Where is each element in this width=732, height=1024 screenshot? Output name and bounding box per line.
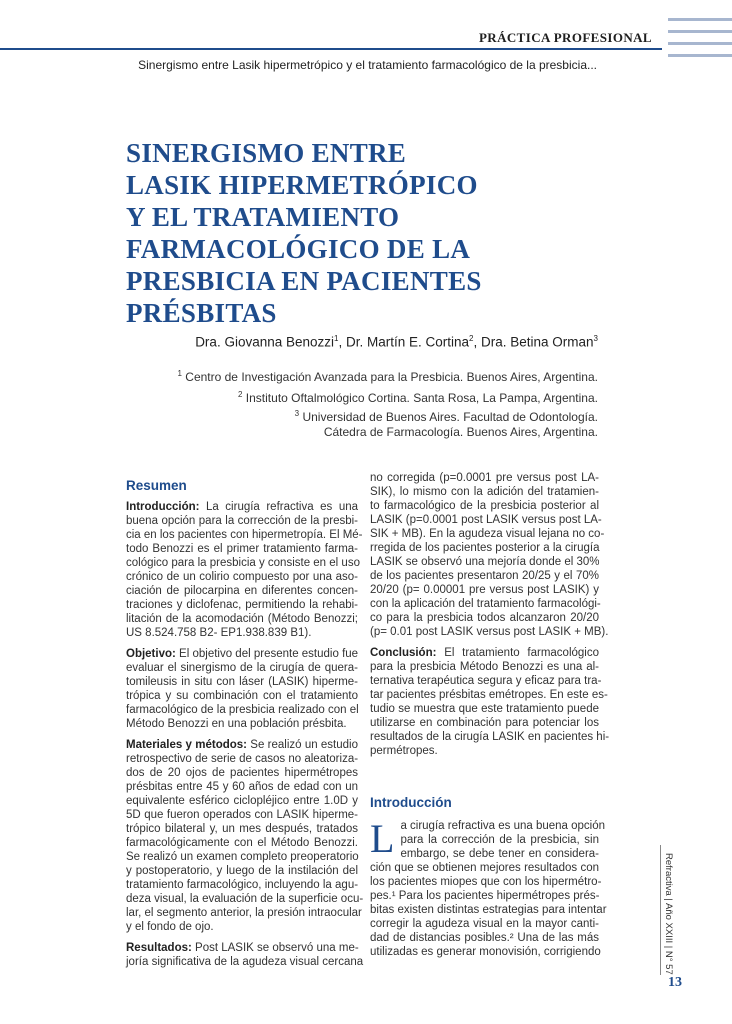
title-line: PRESBICIA EN PACIENTES <box>126 266 482 296</box>
text-line: ternativa terapéutica segura y eficaz para tra- <box>370 675 602 687</box>
text-line: y postoperatorio, y luego de la instilación del <box>126 865 358 877</box>
header-stripe <box>668 54 732 57</box>
text-line: pes.¹ Para los pacientes hipermétropes prés- <box>370 890 600 902</box>
abstract-right-column <box>370 471 610 765</box>
text-line: rregida de los pacientes posterior a la cirugía <box>370 542 600 554</box>
author-name: Dr. Martín E. Cortina <box>345 334 470 350</box>
affiliation-text: Cátedra de Farmacología. Buenos Aires, Argentina. <box>323 425 598 439</box>
text-line: crónico de un colirio compuesto por una aso- <box>126 571 358 583</box>
text-line: utilizadas es generar monovisión, corrigiendo <box>370 946 601 958</box>
text-line: buena opción para la corrección de la presbi- <box>126 515 358 527</box>
text-line: tratamiento farmacológico, incluyendo la agu- <box>126 879 359 891</box>
affiliation <box>100 406 598 440</box>
text-line: litación de la acomodación (Método Benozzi; <box>126 613 358 625</box>
affiliation-sup: 3 <box>294 409 300 418</box>
title-line: Y EL TRATAMIENTO <box>126 202 400 232</box>
journal-issue-label: Refractiva | Año XXIII | N° 57 <box>663 853 674 975</box>
affiliation <box>100 387 598 406</box>
text-line: de los pacientes presentaron 20/25 y el 70% <box>370 570 599 582</box>
text-line: to farmacológico de la presbicia posterior al <box>370 500 599 512</box>
text-line: evaluar el sinergismo de la cirugía de quera- <box>126 662 358 674</box>
text-line: ción que se obtienen mejores resultados con <box>370 862 599 874</box>
header-stripe <box>668 42 732 45</box>
abstract-objetivo <box>126 647 358 731</box>
page-number: 13 <box>668 975 682 990</box>
header-stripe <box>668 30 732 33</box>
section-label: PRÁCTICA PROFESIONAL <box>478 30 652 45</box>
text-line: deza visual, la evaluación de la superficie ocu- <box>126 893 364 905</box>
text-line: para la presbicia Método Benozzi es una al- <box>370 661 599 673</box>
drop-cap: L <box>370 816 395 861</box>
title-line: PRÉSBITAS <box>126 298 277 328</box>
paragraph-label: Introducción: <box>126 501 200 513</box>
text-line: trópica y su combinación con el tratamiento <box>126 690 358 702</box>
article-title <box>126 137 646 329</box>
text-line: farmacológico de la presbicia realizado con el <box>126 704 359 716</box>
text-line: equivalente esférico ciclopléjico entre 1.0D y <box>126 795 358 807</box>
text-line: los pacientes miopes que con los hipermétro- <box>370 876 602 888</box>
text-line: Se realizó un estudio <box>250 739 358 751</box>
author-name: Dra. Giovanna Benozzi <box>195 334 335 350</box>
text-line: 5D que fueron operados con LASIK hiperme- <box>126 809 358 821</box>
abstract-introduccion <box>126 500 363 640</box>
text-line: SIK + MB). En la agudeza visual lejana no co- <box>370 528 605 540</box>
author-sup: 2 <box>469 334 474 343</box>
text-line: a cirugía refractiva es una buena opción <box>400 820 606 832</box>
title-line: SINERGISMO ENTRE <box>126 138 407 168</box>
title-line: LASIK HIPERMETRÓPICO <box>126 170 478 200</box>
text-line: Método Benozzi en una población présbita. <box>126 718 347 730</box>
author-sep: , <box>338 334 346 350</box>
header-rule <box>0 48 662 50</box>
text-line: US 8.524.758 B2- EP1.938.839 B1). <box>126 627 312 639</box>
text-line: (p= 0.01 post LASIK versus post LASIK + MB). <box>370 626 609 638</box>
text-line: LASIK se observó una mejoría donde el 30% <box>370 556 600 568</box>
text-line: tudio se muestra que este tratamiento puede <box>370 703 599 715</box>
text-line: corregir la agudeza visual en la mayor canti- <box>370 918 599 930</box>
affiliation-text: Instituto Oftalmológico Cortina. Santa Rosa, La Pampa, Argentina. <box>245 391 598 405</box>
running-head: Sinergismo entre Lasik hipermetrópico y el tratamiento farmacológico de la presbicia... <box>138 58 597 72</box>
affiliation-text: Universidad de Buenos Aires. Facultad de Odontología. <box>302 410 598 424</box>
text-line: La cirugía refractiva es una <box>206 501 359 513</box>
text-line: permétropes. <box>370 745 438 757</box>
abstract-resultados-cont <box>370 471 609 639</box>
paragraph-label: Materiales y métodos: <box>126 739 247 751</box>
text-line: joría significativa de la agudeza visual cercana <box>126 956 364 968</box>
text-line: Se realizó un examen completo preoperatorio <box>126 851 359 863</box>
text-line: todo Benozzi es el primer tratamiento farma- <box>126 543 358 555</box>
text-line: dad de distancias posibles.² Una de las más <box>370 932 599 944</box>
header-stripe <box>668 18 732 21</box>
abstract-left-column <box>126 500 364 976</box>
abstract-conclusion <box>370 646 610 758</box>
resumen-heading: Resumen <box>126 478 187 493</box>
text-line: lar, el segmento anterior, la presión intraocular <box>126 907 362 919</box>
text-line: utilizarse en combinación para potenciar los <box>370 717 599 729</box>
abstract-resultados <box>126 941 364 969</box>
introduccion-lines <box>370 816 607 959</box>
text-line: farmacológicamente con el Método Benozzi. <box>126 837 358 849</box>
text-line: SIK), lo mismo con la adición del tratamien- <box>370 486 599 498</box>
text-line: LASIK (p=0.0001 post LASIK versus post LA- <box>370 514 602 526</box>
text-line: dos de 20 ojos de pacientes hipermétropes <box>126 767 358 779</box>
text-line: El objetivo del presente estudio fue <box>179 648 359 660</box>
text-line: tomileusis in situ con láser (LASIK) hiperme- <box>126 676 358 688</box>
author-sup: 3 <box>593 334 598 343</box>
text-line: cológico para la presbicia y consiste en el uso <box>126 557 360 569</box>
introduccion-heading: Introducción <box>370 795 452 810</box>
text-line: tar pacientes présbitas emétropes. En este es- <box>370 689 608 701</box>
text-line: présbitas entre 45 y 60 años de edad con un <box>126 781 358 793</box>
paragraph-label: Conclusión: <box>370 647 437 659</box>
text-line: Post LASIK se observó una me- <box>195 942 359 954</box>
side-rule <box>660 845 661 975</box>
text-line: y el fondo de ojo. <box>126 921 214 933</box>
abstract-metodos <box>126 738 364 934</box>
text-line: co para la presbicia todos alcanzaron 20/20 <box>370 612 599 624</box>
author-sep: , <box>473 334 481 350</box>
affiliation <box>100 366 598 385</box>
text-line: resultados de la cirugía LASIK en pacientes hi- <box>370 731 610 743</box>
text-line: retrospectivo de serie de casos no aleatoriza- <box>126 753 359 765</box>
text-line: ciación de pilocarpina en diferentes concen- <box>126 585 358 597</box>
paragraph-label: Objetivo: <box>126 648 176 660</box>
title-line: FARMACOLÓGICO DE LA <box>126 234 471 264</box>
text-line: para la corrección de la presbicia, sin <box>400 834 599 846</box>
text-line: con la aplicación del tratamiento farmacológi- <box>370 598 601 610</box>
author-name: Dra. Betina Orman <box>481 334 594 350</box>
text-line: no corregida (p=0.0001 pre versus post LA- <box>370 472 599 484</box>
author-list <box>120 334 598 350</box>
text-line: bitas existen distintas estrategias para intentar <box>370 904 607 916</box>
affiliation-text: Centro de Investigación Avanzada para la Presbicia. Buenos Aires, Argentina. <box>185 370 598 384</box>
introduccion-body <box>370 816 607 959</box>
text-line: cia en los pacientes con hipermetropía. El Mé- <box>126 529 363 541</box>
text-line: trópico bilateral y, un mes después, tratados <box>126 823 358 835</box>
affiliation-sup: 1 <box>177 369 182 378</box>
author-sup: 1 <box>334 334 339 343</box>
text-line: 20/20 (p= 0.00001 pre versus post LASIK) y <box>370 584 599 596</box>
text-line: El tratamiento farmacológico <box>444 647 599 659</box>
affiliation-sup: 2 <box>238 390 243 399</box>
text-line: traciones y diclofenac, permitiendo la rehabi- <box>126 599 358 611</box>
paragraph-label: Resultados: <box>126 942 192 954</box>
text-line: embargo, se debe tener en considera- <box>400 848 599 860</box>
